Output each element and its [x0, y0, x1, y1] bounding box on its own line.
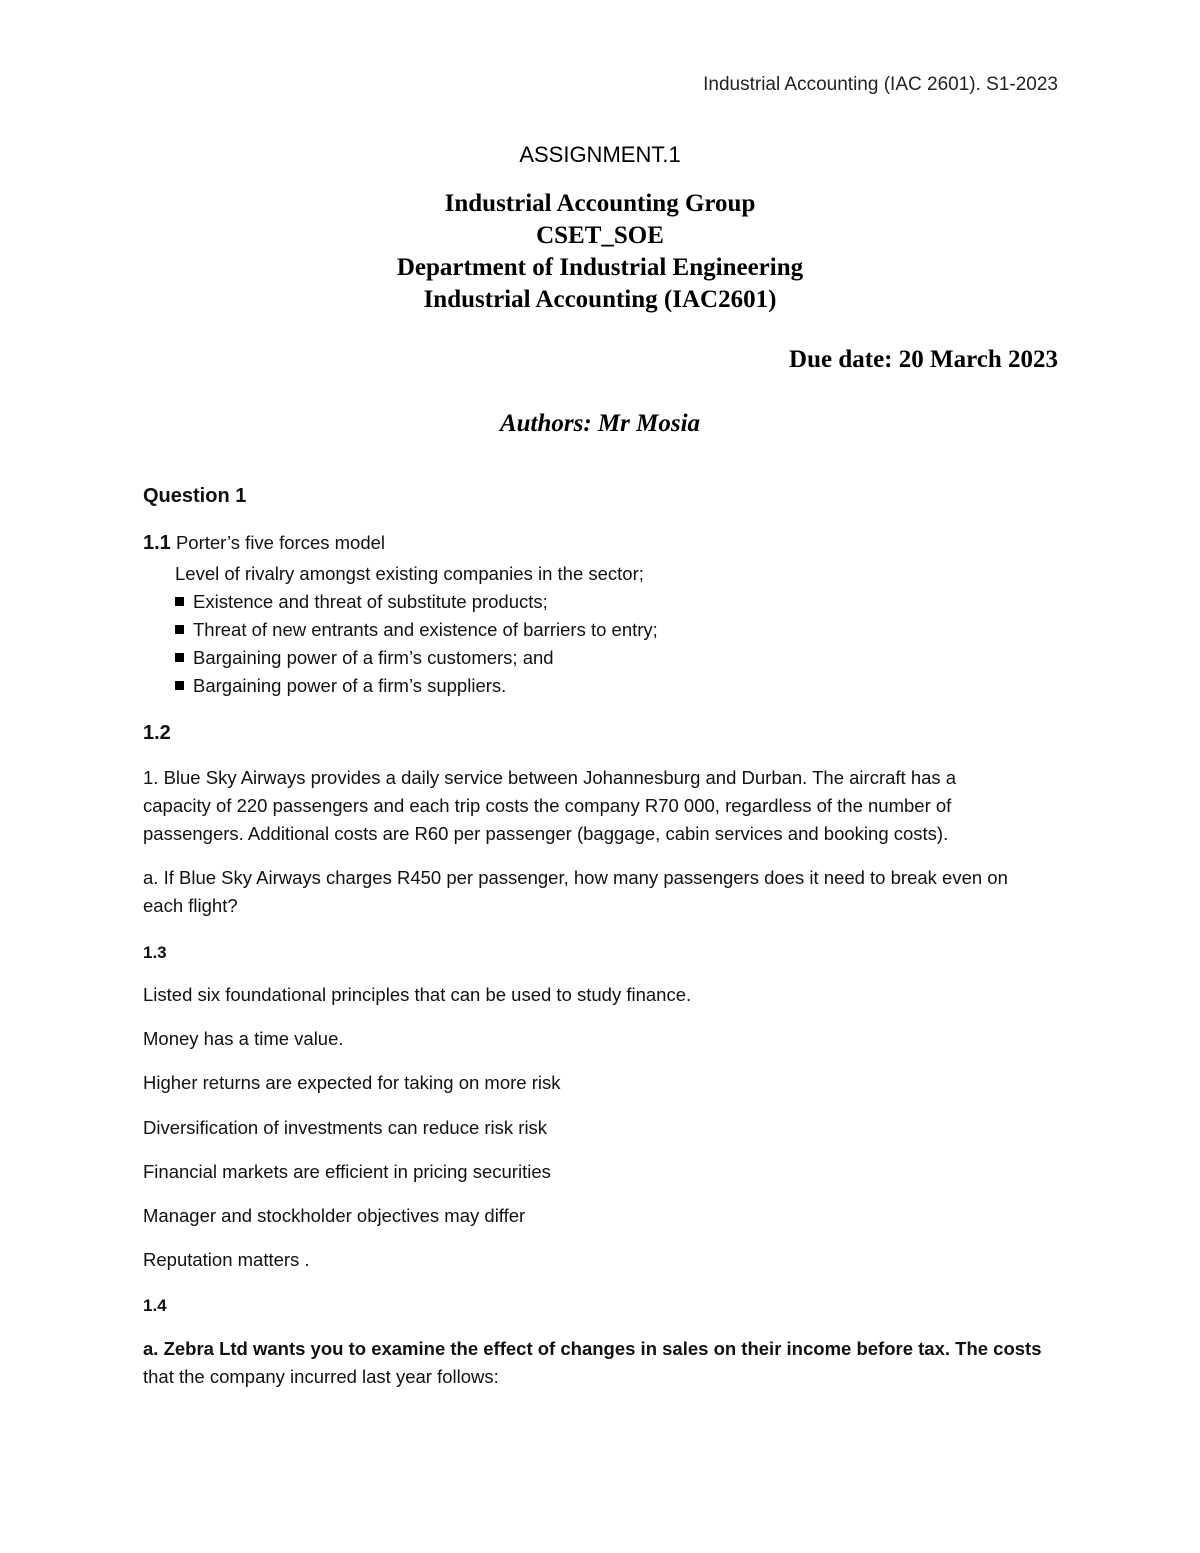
- section-1-3-intro: Listed six foundational principles that can be used to study finance.: [143, 984, 692, 1005]
- school-name: CSET_SOE: [536, 222, 664, 249]
- section-1-1-title: Porter’s five forces model: [170, 532, 386, 553]
- department-name: Department of Industrial Engineering: [396, 254, 804, 281]
- forces-bullet-item: Threat of new entrants and existence of barriers to entry;: [175, 619, 658, 641]
- course-name: Industrial Accounting (IAC2601): [423, 286, 777, 313]
- section-1-4-line: that the company incurred last year follows:: [143, 1366, 499, 1387]
- principle-item: Financial markets are efficient in pricing securities: [143, 1161, 551, 1182]
- section-1-1-number: 1.1: [143, 532, 171, 554]
- due-date: Due date: 20 March 2023: [789, 346, 1058, 373]
- square-bullet-icon: [175, 653, 184, 662]
- section-1-3-heading: 1.3: [143, 943, 167, 962]
- group-name: Industrial Accounting Group: [444, 190, 756, 217]
- section-1-4-heading: 1.4: [143, 1296, 167, 1315]
- square-bullet-icon: [175, 681, 184, 690]
- section-1-4-line: a. Zebra Ltd wants you to examine the effect of changes in sales on their income before tax. The costs: [143, 1338, 1042, 1359]
- forces-bullet-item: Bargaining power of a firm’s suppliers.: [175, 675, 506, 697]
- principle-item: Money has a time value.: [143, 1028, 344, 1049]
- square-bullet-icon: [175, 625, 184, 634]
- forces-bullet-item: Existence and threat of substitute products;: [175, 591, 548, 613]
- section-1-2-heading: 1.2: [143, 722, 171, 744]
- square-bullet-icon: [175, 597, 184, 606]
- forces-bullet-item: Bargaining power of a firm’s customers; and: [175, 647, 554, 669]
- authors: Authors: Mr Mosia: [499, 410, 701, 437]
- section-1-1-line: [143, 532, 385, 555]
- principle-item: Higher returns are expected for taking on more risk: [143, 1072, 561, 1093]
- question-1-heading: Question 1: [143, 485, 247, 507]
- section-1-2-question-line: each flight?: [143, 895, 238, 916]
- section-1-2-line: 1. Blue Sky Airways provides a daily service between Johannesburg and Durban. The aircraft has a: [143, 767, 957, 788]
- principle-item: Manager and stockholder objectives may differ: [143, 1205, 526, 1226]
- principle-item: Reputation matters .: [143, 1249, 310, 1270]
- forces-first-item: Level of rivalry amongst existing companies in the sector;: [175, 563, 644, 584]
- running-header: Industrial Accounting (IAC 2601). S1-2023: [703, 74, 1058, 95]
- assignment-title: ASSIGNMENT.1: [519, 142, 681, 167]
- principle-item: Diversification of investments can reduce risk risk: [143, 1117, 548, 1138]
- section-1-2-line: passengers. Additional costs are R60 per passenger (baggage, cabin services and booking costs).: [143, 823, 949, 844]
- section-1-2-line: capacity of 220 passengers and each trip costs the company R70 000, regardless of the number of: [143, 795, 952, 816]
- section-1-2-question-line: a. If Blue Sky Airways charges R450 per passenger, how many passengers does it need to break even on: [143, 867, 1008, 888]
